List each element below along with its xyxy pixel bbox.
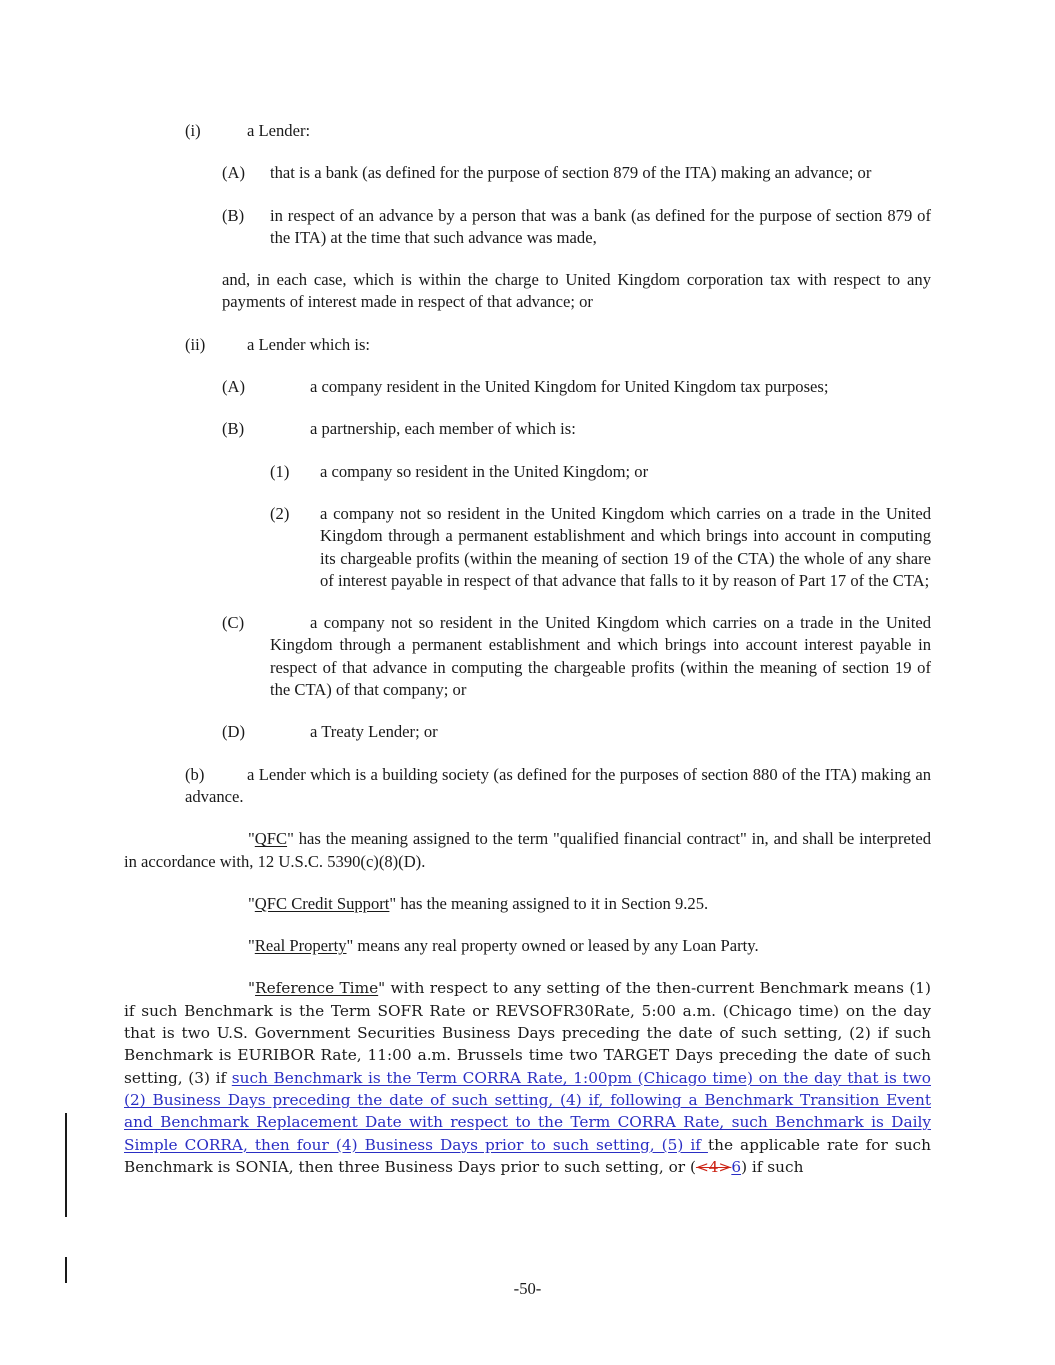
clause-b — [185, 764, 931, 809]
clause-i — [185, 120, 931, 142]
clause-i-B-text: in respect of an advance by a person that was a bank (as defined for the purpose of section 879 of the ITA) at the time that such advance was made, — [270, 205, 931, 247]
clause-ii-A-text: a company resident in the United Kingdom for United Kingdom tax purposes; — [310, 377, 829, 397]
clause-i-B-label: (B) — [222, 205, 245, 225]
document-body — [124, 120, 931, 1198]
clause-i-A-label: (A) — [222, 163, 246, 183]
clause-i-connector-text: and, in each case, which is within the charge to United Kingdom corporation tax with respect to any payments of interest made in respect of that advance; or — [222, 270, 931, 312]
open-quote: " — [248, 936, 255, 956]
reference-time-text: " with respect to any setting of the then-current Benchmark means (1) if such Benchmark is the Term SOFR Rate or REVSOFR30Rate, 5:00 a.m. (Chicago time) on the day that is two U.S. Government Securities Business Days preceding the date of such setting, (2) if such Benchmark is EURIBOR Rate, 11:00 a.m. Brussels time two TARGET Days preceding the date of such setting, (3) if — [124, 979, 931, 1087]
clause-ii-C-label: (C) — [222, 613, 245, 633]
clause-ii-D — [222, 721, 931, 743]
clause-ii-B-2-text: a company not so resident in the United Kingdom which carries on a trade in the United Kingdom through a permanent establishment and which brings into account in computing its chargeable profits (within the meaning of section 19 of the CTA) the whole of any share of interest payable in respect of that advance that falls to it by reason of Part 17 of the CTA; — [320, 503, 931, 590]
clause-ii-B — [222, 418, 931, 440]
clause-ii-text: a Lender which is: — [247, 334, 371, 354]
clause-i-A — [222, 162, 931, 184]
definition-qfc-text: " has the meaning assigned to the term "qualified financial contract" in, and shall be interpreted in accordance with, 12 U.S.C. 5390(c)(8)(D). — [124, 829, 931, 871]
definition-real-property-text: " means any real property owned or leased by any Loan Party. — [346, 936, 759, 956]
definition-qfc — [124, 828, 931, 873]
open-quote: " — [248, 829, 255, 849]
definition-real-property — [124, 935, 931, 957]
inserted-text-corra: such Benchmark is the Term CORRA Rate, 1:00pm (Chicago time) on the day that is two (2) Business Days preceding the date of such setting, (4) if, following a Benchmark Transition Event and Benchmark Replacement Date with respect to the Term CORRA Rate, such Benchmark is Daily Simple CORRA, then four (4) Business Days prior to such setting, (5) if — [124, 1068, 931, 1154]
definition-reference-time — [124, 977, 931, 1178]
open-quote: " — [248, 893, 255, 913]
clause-ii-B-2-label: (2) — [270, 503, 290, 523]
clause-ii-C-text: a company not so resident in the United Kingdom which carries on a trade in the United Kingdom through a permanent establishment and which brings into account interest payable in respect of that advance in computing the chargeable profits (within the meaning of section 19 of the CTA) of that company; or — [270, 613, 931, 700]
clause-ii-A-label: (A) — [222, 377, 246, 397]
definition-qfc-credit-support-text: " has the meaning assigned to it in Section 9.25. — [389, 893, 709, 913]
clause-i-B — [222, 205, 931, 250]
clause-ii-B-label: (B) — [222, 419, 245, 439]
clause-i-text: a Lender: — [247, 121, 311, 140]
defined-term-real-property: Real Property — [254, 936, 347, 956]
defined-term-reference-time: Reference Time — [255, 979, 379, 998]
clause-ii-B-text: a partnership, each member of which is: — [310, 419, 576, 439]
clause-ii-D-label: (D) — [222, 722, 246, 742]
clause-b-label: (b) — [185, 764, 205, 784]
clause-i-label: (i) — [185, 121, 201, 140]
clause-ii-A — [222, 376, 931, 398]
reference-time-text-tail: ) if such — [741, 1157, 804, 1176]
defined-term-qfc: QFC — [254, 829, 288, 849]
inserted-text-6: 6 — [731, 1157, 742, 1176]
clause-i-connector — [222, 269, 931, 314]
clause-b-text: a Lender which is a building society (as defined for the purposes of section 880 of the ITA) making an advance. — [185, 764, 931, 806]
clause-ii-B-2 — [270, 503, 931, 592]
deleted-text-4: <4> — [695, 1157, 732, 1176]
clause-ii-C — [222, 612, 931, 701]
clause-ii-D-text: a Treaty Lender; or — [310, 722, 438, 742]
clause-ii — [185, 334, 931, 356]
clause-ii-label: (ii) — [185, 334, 206, 354]
definition-qfc-credit-support — [124, 893, 931, 915]
reference-time-text-middle: the applicable rate for such Benchmark is SONIA, then three Business Days prior to such setting, or ( — [124, 1135, 931, 1176]
clause-ii-B-1-label: (1) — [270, 461, 290, 481]
page-number: -50- — [513, 1279, 542, 1298]
clause-ii-B-1-text: a company so resident in the United Kingdom; or — [320, 461, 649, 481]
clause-i-A-text: that is a bank (as defined for the purpose of section 879 of the ITA) making an advance; or — [270, 163, 872, 183]
open-quote: " — [248, 979, 256, 998]
defined-term-qfc-credit-support: QFC Credit Support — [254, 893, 390, 913]
clause-ii-B-1 — [270, 461, 931, 483]
change-bar — [65, 1113, 67, 1217]
